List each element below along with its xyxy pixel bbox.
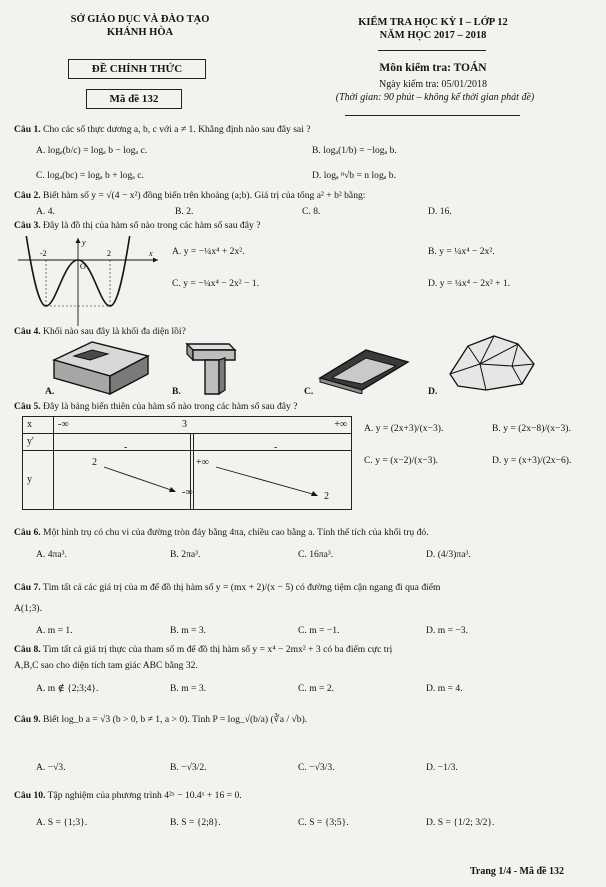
table-cell-y: y bbox=[23, 451, 54, 510]
q7-option-d: D. m = −3. bbox=[426, 625, 469, 636]
q2-option-d: D. 16. bbox=[428, 206, 452, 217]
question-label: Câu 7. bbox=[14, 582, 41, 593]
q5-option-d: D. y = (x+3)/(2x−6). bbox=[492, 455, 572, 466]
page-footer: Trang 1/4 - Mã đề 132 bbox=[470, 866, 564, 877]
graph-label-minus-two: -2 bbox=[40, 249, 47, 258]
exam-duration: (Thời gian: 90 phút – không kể thời gian phát đề) bbox=[335, 92, 535, 103]
question-label: Câu 2. bbox=[14, 190, 41, 201]
q3-option-c: C. y = −¼x⁴ − 2x² − 1. bbox=[172, 278, 260, 289]
q10-option-c: C. S = {3;5}. bbox=[298, 817, 349, 828]
q8-option-a: A. m ∉ {2;3;4}. bbox=[36, 683, 99, 694]
table-cell-minus-infinity: -∞ bbox=[58, 419, 69, 430]
exam-code: Mã đề 132 bbox=[86, 89, 182, 109]
variation-table bbox=[22, 416, 352, 510]
table-divider bbox=[193, 433, 194, 451]
table-cell-minus-infinity-y: -∞ bbox=[182, 487, 193, 498]
table-cell-minus-sign-2: - bbox=[274, 442, 278, 453]
question-7-line-2: A(1;3). bbox=[14, 603, 42, 614]
q5-option-b: B. y = (2x−8)/(x−3). bbox=[492, 423, 571, 434]
q4-option-c: C. bbox=[304, 386, 314, 397]
q7-option-a: A. m = 1. bbox=[36, 625, 73, 636]
q4-option-b: B. bbox=[172, 386, 181, 397]
table-arrows bbox=[54, 451, 354, 509]
q9-option-d: D. −1/3. bbox=[426, 762, 458, 773]
solid-d-image bbox=[446, 334, 538, 392]
q6-option-b: B. 2πa³. bbox=[170, 549, 201, 560]
solid-c-image bbox=[318, 348, 410, 394]
question-5: Câu 5. Đây là bảng biến thiên của hàm số nào trong các hàm số sau đây ? bbox=[14, 401, 298, 412]
question-6: Câu 6. Một hình trụ có chu vi của đường tròn đáy bằng 4πa, chiều cao bằng a. Tính thể tích của khối trụ đó. bbox=[14, 527, 429, 538]
q3-option-a: A. y = −¼x⁴ + 2x². bbox=[172, 246, 245, 257]
question-7: Câu 7. Tìm tất cả các giá trị của m để đồ thị hàm số y = (mx + 2)/(x − 5) có đường tiệm cận ngang đi qua điểm bbox=[14, 582, 441, 593]
table-row-yprime bbox=[54, 434, 352, 451]
q2-option-c: C. 8. bbox=[302, 206, 321, 217]
q5-option-a: A. y = (2x+3)/(x−3). bbox=[364, 423, 444, 434]
table-row-y bbox=[54, 451, 352, 510]
question-3: Câu 3. Đây là đồ thị của hàm số nào trong các hàm số sau đây ? bbox=[14, 220, 261, 231]
q1-option-b: B. logₐ(1/b) = −logₐ b. bbox=[312, 145, 397, 156]
exam-date: Ngày kiểm tra: 05/01/2018 bbox=[378, 79, 488, 90]
question-label: Câu 5. bbox=[14, 401, 41, 412]
solid-b-image bbox=[185, 340, 239, 396]
subject-line: Môn kiểm tra: TOÁN bbox=[379, 62, 487, 74]
question-4: Câu 4. Khối nào sau đây là khối đa diện lồi? bbox=[14, 326, 186, 337]
solid-a-image bbox=[52, 338, 152, 396]
question-label: Câu 1. bbox=[14, 124, 41, 135]
question-2: Câu 2. Biết hàm số y = √(4 − x²) đồng biến trên khoảng (a;b). Giá trị của tổng a² + b² bằng: bbox=[14, 190, 366, 201]
graph-label-origin: O bbox=[80, 262, 86, 271]
q7-option-c: C. m = −1. bbox=[298, 625, 340, 636]
question-label: Câu 6. bbox=[14, 527, 41, 538]
q8-option-d: D. m = 4. bbox=[426, 683, 463, 694]
q10-option-a: A. S = {1;3}. bbox=[36, 817, 88, 828]
q8-option-c: C. m = 2. bbox=[298, 683, 335, 694]
divider bbox=[345, 115, 520, 116]
q3-option-d: D. y = ¼x⁴ − 2x² + 1. bbox=[428, 278, 511, 289]
table-cell-two-left: 2 bbox=[92, 457, 97, 468]
graph-label-y: y bbox=[82, 238, 86, 247]
q10-option-d: D. S = {1/2; 3/2}. bbox=[426, 817, 495, 828]
q1-option-c: C. logₐ(bc) = logₐ b + logₐ c. bbox=[36, 170, 144, 181]
question-label: Câu 10. bbox=[14, 790, 46, 801]
q9-option-c: C. −√3/3. bbox=[298, 762, 335, 773]
question-label: Câu 3. bbox=[14, 220, 41, 231]
q2-option-b: B. 2. bbox=[175, 206, 194, 217]
q4-option-d: D. bbox=[428, 386, 438, 397]
divider bbox=[378, 50, 486, 51]
q6-option-a: A. 4πa³. bbox=[36, 549, 67, 560]
table-cell-yprime: y' bbox=[23, 434, 54, 451]
question-8-line-2: A,B,C sao cho diện tích tam giác ABC bằng 32. bbox=[14, 660, 198, 671]
question-label: Câu 4. bbox=[14, 326, 41, 337]
table-cell-two-right: 2 bbox=[324, 491, 329, 502]
q6-option-c: C. 16πa³. bbox=[298, 549, 334, 560]
q7-option-b: B. m = 3. bbox=[170, 625, 207, 636]
q5-option-c: C. y = (x−2)/(x−3). bbox=[364, 455, 439, 466]
question-label: Câu 9. bbox=[14, 714, 41, 725]
q4-option-a: A. bbox=[45, 386, 55, 397]
table-cell-plus-infinity: +∞ bbox=[334, 419, 347, 430]
q9-option-b: B. −√3/2. bbox=[170, 762, 207, 773]
q9-option-a: A. −√3. bbox=[36, 762, 66, 773]
graph-label-x: x bbox=[149, 249, 153, 258]
question-label: Câu 8. bbox=[14, 644, 41, 655]
question-1: Câu 1. Cho các số thực dương a, b, c với a ≠ 1. Khẳng định nào sau đây sai ? bbox=[14, 124, 311, 135]
table-divider bbox=[190, 433, 191, 451]
question-9: Câu 9. Biết log_b a = √3 (b > 0, b ≠ 1, a > 0). Tính P = log_√(b/a) (∛a / √b). bbox=[14, 714, 308, 725]
table-cell-three: 3 bbox=[182, 419, 187, 430]
q2-option-a: A. 4. bbox=[36, 206, 55, 217]
q10-option-b: B. S = {2;8}. bbox=[170, 817, 221, 828]
table-cell-plus-infinity-y: +∞ bbox=[196, 457, 209, 468]
function-graph bbox=[18, 236, 160, 328]
table-row-x bbox=[54, 417, 352, 434]
department-name: SỞ GIÁO DỤC VÀ ĐÀO TẠO KHÁNH HÒA bbox=[70, 14, 210, 38]
question-8: Câu 8. Tìm tất cả giá trị thực của tham số m để đồ thị hàm số y = x⁴ − 2mx² + 3 có ba điểm cực trị bbox=[14, 644, 393, 655]
q1-option-d: D. logₐ ⁿ√b = n logₐ b. bbox=[312, 170, 396, 181]
table-cell-x: x bbox=[23, 417, 54, 434]
exam-title: KIỂM TRA HỌC KỲ I – LỚP 12 NĂM HỌC 2017 – 2018 bbox=[358, 17, 508, 41]
graph-label-two: 2 bbox=[107, 249, 111, 258]
q8-option-b: B. m = 3. bbox=[170, 683, 207, 694]
official-exam-badge: ĐỀ CHÍNH THỨC bbox=[68, 59, 206, 79]
q1-option-a: A. logₐ(b/c) = logₐ b − logₐ c. bbox=[36, 145, 148, 156]
q3-option-b: B. y = ¼x⁴ − 2x². bbox=[428, 246, 495, 257]
table-cell-minus-sign-1: - bbox=[124, 442, 128, 453]
q6-option-d: D. (4/3)πa³. bbox=[426, 549, 471, 560]
question-10: Câu 10. Tập nghiệm của phương trình 4²ˣ − 10.4ˣ + 16 = 0. bbox=[14, 790, 242, 801]
